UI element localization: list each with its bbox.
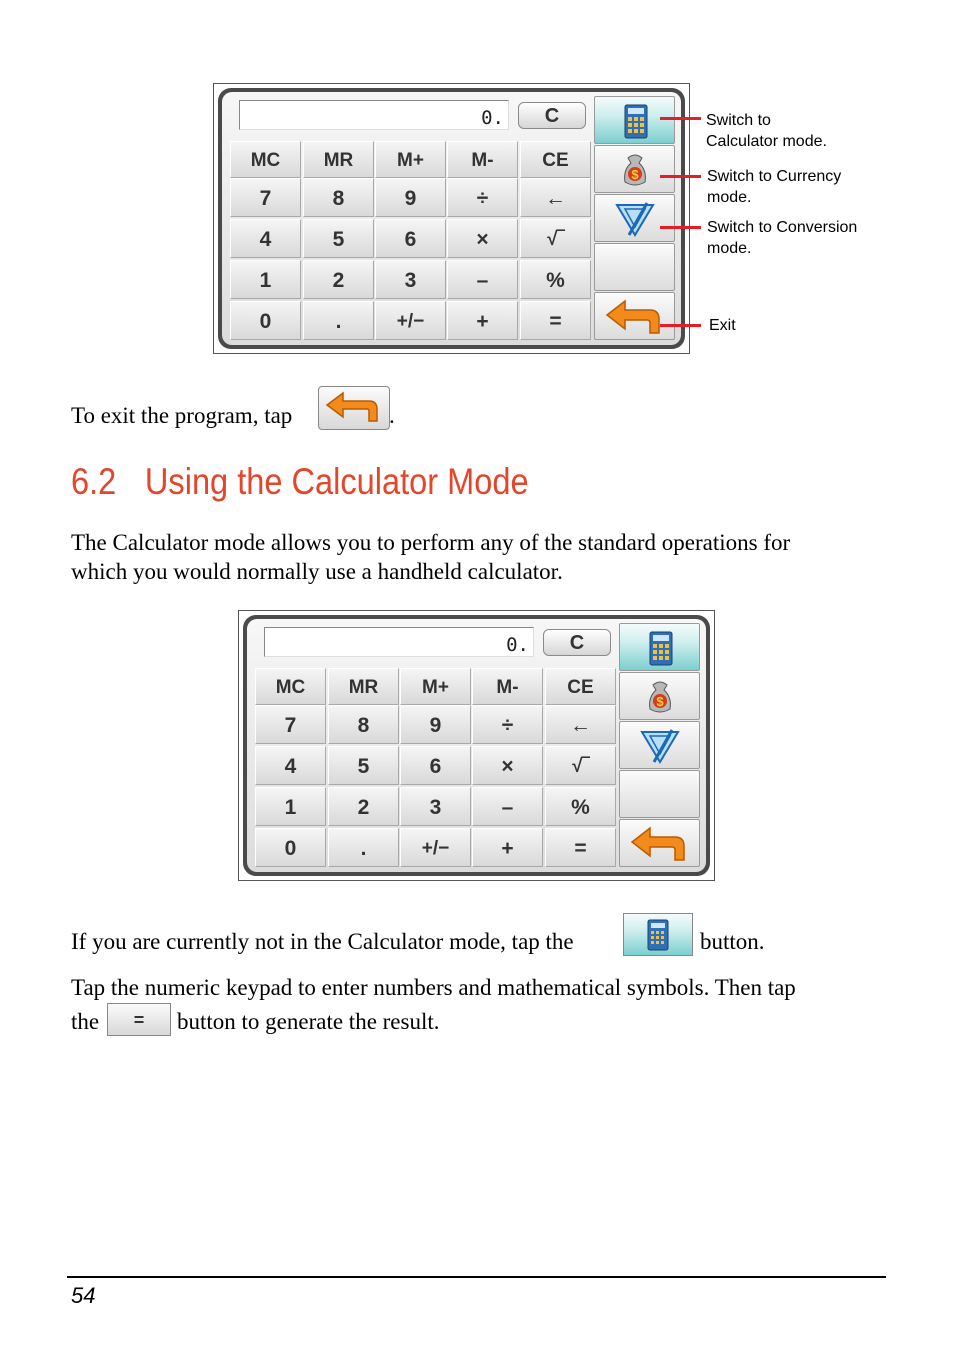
exit-instruction-text: To exit the program, tap [71,403,293,428]
keypad-key[interactable]: 2 [328,787,399,826]
calculator-display: 0. [239,100,509,130]
keypad-key[interactable]: 1 [230,260,301,299]
equals-button-inline [107,1003,171,1036]
memory-key-mc[interactable]: MC [230,141,301,178]
clear-button[interactable]: C [518,102,586,129]
memory-key-mc[interactable]: MC [255,668,326,705]
keypad-key[interactable]: 5 [328,746,399,785]
footer-rule [67,1276,886,1278]
calculator-mode-button[interactable] [594,96,675,144]
callout-currency-mode: Switch to Currency mode. [707,168,842,206]
intro-line-1: The Calculator mode allows you to perform any of the standard operations for [71,530,791,555]
blank-mode-button [594,243,675,291]
keypad-key[interactable]: 6 [400,746,471,785]
exit-arrow-icon [595,293,676,341]
keypad-key[interactable]: 2 [303,260,374,299]
callout-line-conversion [660,226,701,229]
keypad-key[interactable]: 0 [230,301,301,340]
memory-key-ce[interactable]: CE [545,668,616,705]
calculator-screenshot [238,610,715,881]
memory-key-ce[interactable]: CE [520,141,591,178]
exit-arrow-icon [319,387,389,429]
exit-button[interactable] [619,819,700,867]
currency-mode-icon [620,673,701,721]
keypad-key[interactable]: 6 [375,219,446,258]
mode-instruction: If you are currently not in the Calculator mode, tap the [71,929,574,954]
svg-text:$: $ [656,694,664,709]
clear-button[interactable]: C [543,629,611,656]
keypad-key[interactable]: – [447,260,518,299]
exit-period: . [389,403,395,428]
memory-key-mminus[interactable]: M- [472,668,543,705]
keypad-key[interactable]: × [472,746,543,785]
keypad-key[interactable]: × [447,219,518,258]
keypad-key[interactable]: 7 [255,705,326,744]
keypad-line-2-end: button to generate the result. [177,1009,440,1034]
keypad-key[interactable]: ÷ [447,178,518,217]
keypad-key[interactable]: 9 [375,178,446,217]
calculator-screenshot-annotated [213,83,690,354]
exit-arrow-icon [620,820,701,868]
conversion-mode-icon [620,722,701,770]
keypad-key[interactable]: ← [520,178,591,217]
keypad-key[interactable]: +/− [375,301,446,340]
callout-line-calculator [660,117,701,120]
calculator-display: 0. [264,627,534,657]
keypad-key[interactable]: . [328,828,399,867]
calculator-mode-button-inline [623,913,693,956]
keypad-key[interactable]: ÷ [472,705,543,744]
currency-mode-button[interactable] [619,672,700,720]
calculator-mode-icon [595,97,676,145]
callout-exit: Exit [709,317,736,334]
keypad-key[interactable]: % [520,260,591,299]
keypad-key[interactable]: √‾ [545,746,616,785]
blank-mode-button [619,770,700,818]
keypad-key[interactable]: 0 [255,828,326,867]
callout-line-exit [660,324,701,327]
keypad-key[interactable]: +/− [400,828,471,867]
callout-conversion-mode: Switch to Conversion mode. [707,219,858,257]
keypad-key[interactable]: . [303,301,374,340]
keypad-key[interactable]: + [472,828,543,867]
conversion-mode-button[interactable] [594,194,675,242]
mode-instruction-end: button. [700,929,765,954]
keypad-key[interactable]: 3 [400,787,471,826]
callout-line-currency [660,175,701,178]
keypad-line-1: Tap the numeric keypad to enter numbers and mathematical symbols. Then tap [71,975,796,1000]
intro-line-2: which you would normally use a handheld calculator. [71,559,563,584]
keypad-key[interactable]: 4 [255,746,326,785]
conversion-mode-icon [595,195,676,243]
keypad-key[interactable]: √‾ [520,219,591,258]
section-number: 6.2 [71,461,117,502]
keypad-line-2-start: the [71,1009,100,1034]
svg-text:$: $ [631,167,639,182]
keypad-key[interactable]: ← [545,705,616,744]
section-heading [71,461,529,503]
keypad-key[interactable]: % [545,787,616,826]
memory-key-mr[interactable]: MR [303,141,374,178]
keypad-key[interactable]: – [472,787,543,826]
keypad-key[interactable]: 5 [303,219,374,258]
memory-key-mminus[interactable]: M- [447,141,518,178]
section-title: Using the Calculator Mode [144,461,529,502]
keypad-key[interactable]: 4 [230,219,301,258]
keypad-key[interactable]: 7 [230,178,301,217]
calculator-mode-icon [624,914,692,955]
memory-key-mr[interactable]: MR [328,668,399,705]
keypad-key[interactable]: + [447,301,518,340]
calculator-mode-button[interactable] [619,623,700,671]
memory-key-mplus[interactable]: M+ [375,141,446,178]
keypad-key[interactable]: 8 [303,178,374,217]
keypad-key[interactable]: 8 [328,705,399,744]
keypad-key[interactable]: 1 [255,787,326,826]
memory-key-mplus[interactable]: M+ [400,668,471,705]
currency-mode-icon [595,146,676,194]
equals-label: = [133,1010,145,1030]
calculator-mode-icon [620,624,701,672]
keypad-key[interactable]: = [520,301,591,340]
callout-calculator-mode: Switch to Calculator mode. [706,112,827,150]
page-number: 54 [71,1283,96,1308]
keypad-key[interactable]: 3 [375,260,446,299]
keypad-key[interactable]: = [545,828,616,867]
keypad-key[interactable]: 9 [400,705,471,744]
exit-instruction [71,401,292,430]
currency-mode-button[interactable] [594,145,675,193]
exit-button[interactable] [594,292,675,340]
exit-button-inline [318,386,390,430]
conversion-mode-button[interactable] [619,721,700,769]
